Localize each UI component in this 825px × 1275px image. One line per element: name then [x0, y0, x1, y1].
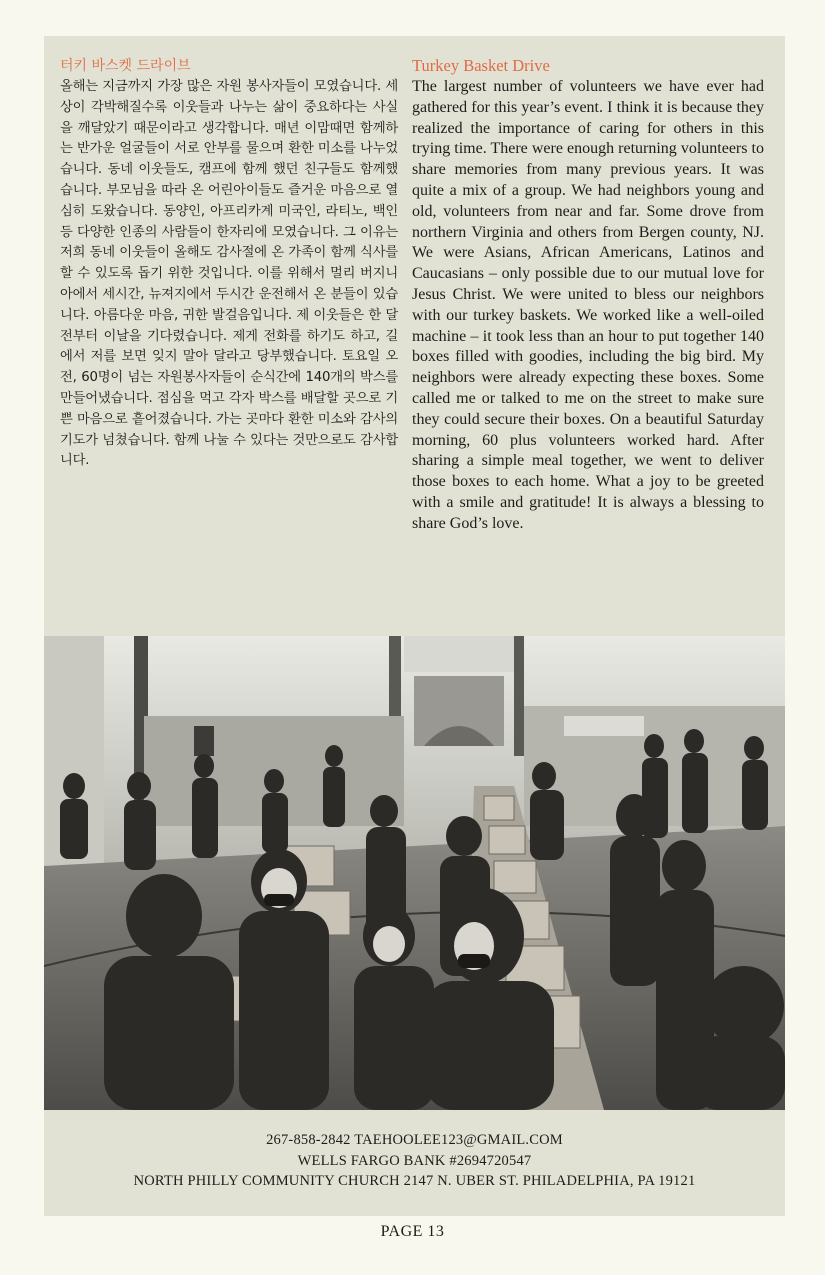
footer-phone-email: 267-858-2842 TAEHOOLEE123@GMAIL.COM: [266, 1132, 563, 1148]
korean-heading: 터키 바스켓 드라이브: [60, 58, 191, 74]
photo-illustration: [44, 636, 785, 1110]
contact-footer: [44, 1110, 785, 1216]
korean-column: [60, 56, 398, 472]
page-number: PAGE 13: [380, 1223, 445, 1240]
korean-body: 올해는 지금까지 가장 많은 자원 봉사자들이 모였습니다. 세상이 각박해질수록 이웃들과 나누는 삶이 중요하다는 사실을 깨달았기 때문이라고 생각합니다. 매년 이맘때면 함께하는 반가운 얼굴들이 서로 안부를 물으며 환한 미소를 나누었습니다. 동네 이웃들도, 캠프에 함께 했던 친구들도 함께했습니다. 부모님을 따라 온 어린아이들도 즐거운 마음으로 열심히 도왔습니다. 동양인, 아프리카계 미국인, 라티노, 백인 등 다양한 인종의 사람들이 한자리에 모였습니다. 그 이유는 저희 동네 이웃들이 올해도 감사절에 온 가족이 함께 식사를 할 수 있도록 돕기 위한 것입니다. 이를 위해서 멀리 버지니아에서 세시간, 뉴져지에서 두시간 운전해서 온 분들이 있습니다. 아름다운 마음, 귀한 발걸음입니다. 제 이웃들은 한 달 전부터 이날을 기다렸습니다. 제게 전화를 하기도 하고, 길에서 저를 보면 잊지 말아 달라고 당부했습니다. 토요일 오전, 60명이 넘는 자원봉사자들이 순식간에 140개의 박스를 만들어냈습니다. 점심을 먹고 각자 박스를 배달할 곳으로 기쁜 마음으로 흩어졌습니다. 가는 곳마다 환한 미소와 감사의 기도가 넘쳤습니다. 함께 나눌 수 있다는 것만으로도 감사합니다.: [60, 79, 398, 469]
article-panel: [44, 36, 785, 636]
volunteers-gym-photo: [44, 636, 785, 1110]
english-heading: Turkey Basket Drive: [412, 56, 550, 75]
footer-church-address: NORTH PHILLY COMMUNITY CHURCH 2147 N. UBER ST. PHILADELPHIA, PA 19121: [133, 1173, 696, 1189]
english-body: The largest number of volunteers we have ever had gathered for this year’s event. I think it is because they realized the importance of caring for others in this trying time. There were enough returning volunteers to share memories from many previous years. It was quite a mix of a group. We had neighbors young and old, volunteers from near and far. Some drove from northern Virginia and others from Bergen county, NJ. We were Asians, African Americans, Latinos and Caucasians – only possible due to our mutual love for Jesus Christ. We were united to bless our neighbors with our turkey baskets. We worked like a well-oiled machine – it took less than an hour to put together 140 boxes filled with goodies, including the big bird. My neighbors were already expecting these boxes. Some called me or talked to me on the street to make sure they could secure their boxes. On a beautiful Saturday morning, 60 plus volunteers worked hard. After sharing a simple meal together, we went to deliver those boxes to each home. What a joy to be greeted with a smile and gratitude! It is always a blessing to share God’s love.: [412, 78, 764, 532]
footer-bank: WELLS FARGO BANK #2694720547: [297, 1152, 532, 1169]
english-column: [412, 56, 764, 535]
